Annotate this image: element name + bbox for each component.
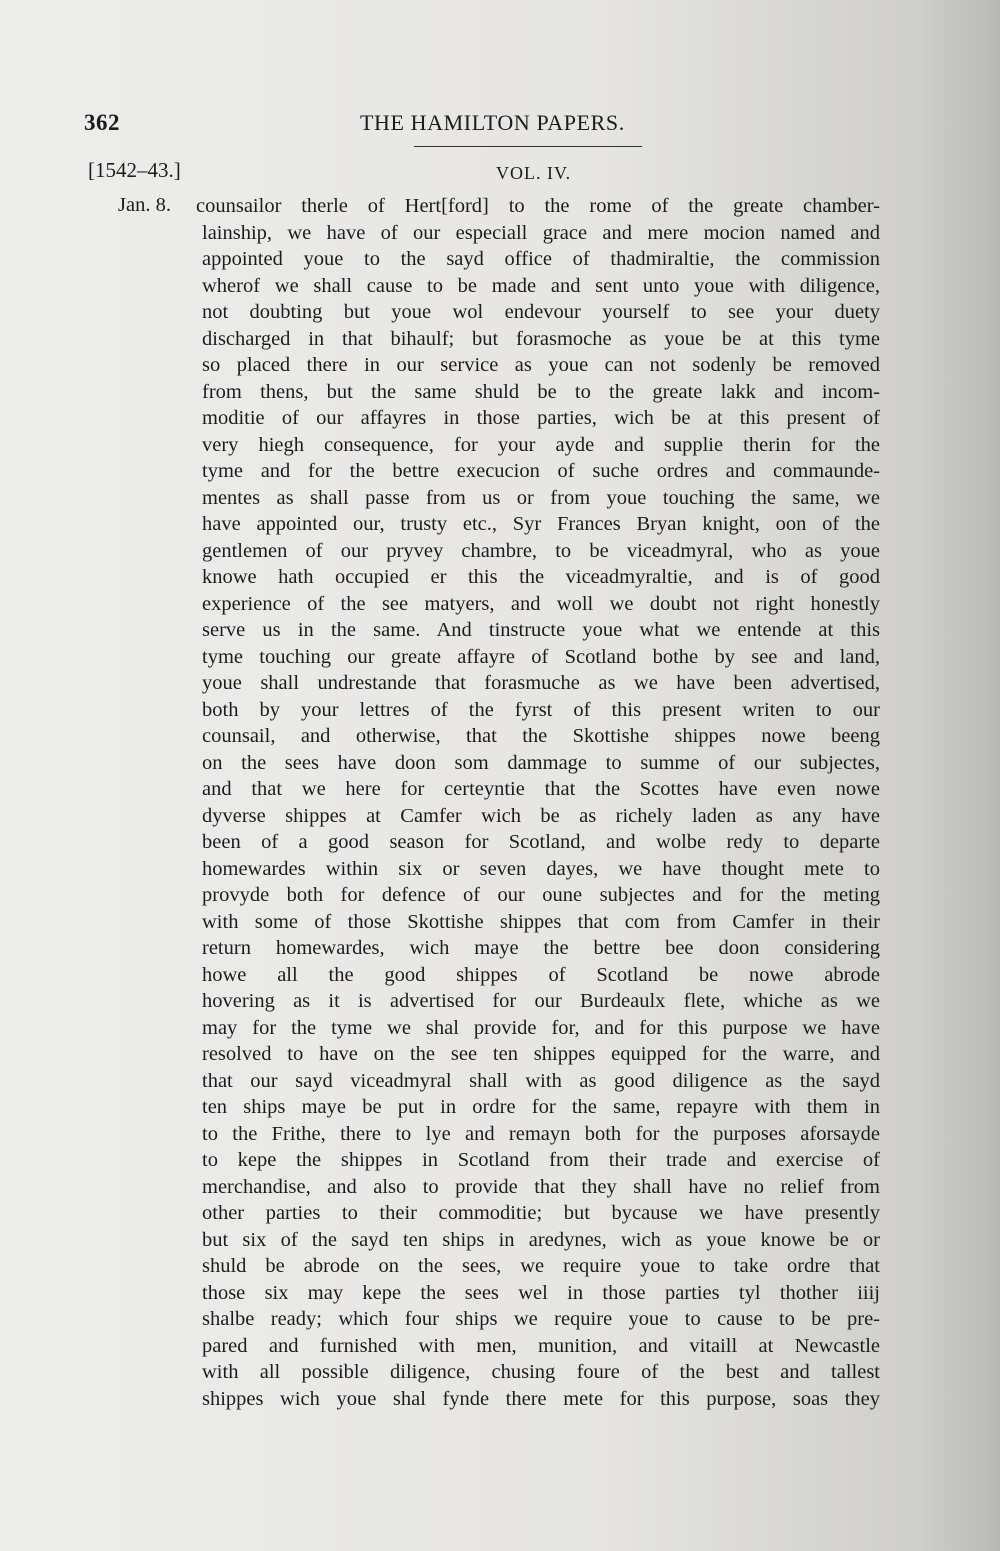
text-line: experience of the see matyers, and woll we doubt not right honestly [202, 592, 880, 615]
text-line: serve us in the same. And tinstructe youe what we entende at this [202, 619, 880, 641]
text-line: been of a good season for Scotland, and wolbe redy to departe [202, 831, 880, 853]
text-line: have appointed our, trusty etc., Syr Frances Bryan knight, oon of the [202, 513, 880, 535]
text-line: merchandise, and also to provide that they shall have no relief from [202, 1175, 880, 1198]
text-line: counsailor therle of Hert[ford] to the rome of the greate chamber- [196, 195, 880, 217]
text-line: other parties to their commoditie; but bycause we have presently [202, 1202, 880, 1224]
text-line: but six of the sayd ten ships in aredynes, wich as youe knowe be or [202, 1228, 880, 1251]
text-line: pared and furnished with men, munition, and vitaill at Newcastle [202, 1334, 880, 1357]
header-rule [414, 146, 642, 147]
text-line: hovering as it is advertised for our Burdeaulx flete, whiche as we [202, 990, 880, 1012]
text-line: both by your lettres of the fyrst of this present writen to our [202, 698, 880, 721]
text-line: youe shall undrestande that forasmuche as we have been advertised, [202, 672, 880, 694]
text-line: with all possible diligence, chusing foure of the best and tallest [202, 1361, 880, 1383]
text-line: gentlemen of our pryvey chambre, to be viceadmyral, who as youe [202, 539, 880, 562]
text-line: ten ships maye be put in ordre for the same, repayre with them in [202, 1096, 880, 1118]
text-line: provyde both for defence of our oune subjectes and for the meting [202, 884, 880, 906]
text-line: wherof we shall cause to be made and sent unto youe with diligence, [202, 274, 880, 297]
text-line: not doubting but youe wol endevour yourself to see your duety [202, 301, 880, 323]
text-line: shuld be abrode on the sees, we require youe to take ordre that [202, 1255, 880, 1277]
text-line: lainship, we have of our especiall grace and mere mocion named and [202, 221, 880, 244]
text-line: to the Frithe, there to lye and remayn both for the purposes aforsayde [202, 1122, 880, 1145]
text-line: tyme and for the bettre execucion of suche ordres and commaunde- [202, 460, 880, 482]
text-line: may for the tyme we shal provide for, and for this purpose we have [202, 1016, 880, 1039]
text-line: appointed youe to the sayd office of thadmiraltie, the commission [202, 248, 880, 270]
text-line: so placed there in our service as youe can not sodenly be removed [202, 354, 880, 376]
text-line: those six may kepe the sees wel in those parties tyl thother iiij [202, 1281, 880, 1304]
text-line: homewardes within six or seven dayes, we have thought mete to [202, 857, 880, 880]
text-line: dyverse shippes at Camfer wich be as richely laden as any have [202, 804, 880, 827]
text-line: discharged in that bihaulf; but forasmoche as youe be at this tyme [202, 327, 880, 350]
text-line: that our sayd viceadmyral shall with as good diligence as the sayd [202, 1069, 880, 1092]
margin-date: Jan. 8. [118, 194, 171, 216]
text-line: very hiegh consequence, for your ayde and supplie therin for the [202, 433, 880, 456]
text-line: from thens, but the same shuld be to the greate lakk and incom- [202, 380, 880, 403]
page-header [84, 110, 884, 146]
volume-label: VOL. IV. [496, 163, 572, 183]
date-range: [1542–43.] [88, 158, 181, 182]
text-line: shalbe ready; which four ships we require youe to cause to be pre- [202, 1308, 880, 1330]
text-line: resolved to have on the see ten shippes equipped for the warre, and [202, 1043, 880, 1065]
text-line: knowe hath occupied er this the viceadmyraltie, and is of good [202, 566, 880, 588]
text-line: howe all the good shippes of Scotland be nowe abrode [202, 963, 880, 986]
text-line: shippes wich youe shal fynde there mete for this purpose, soas they [202, 1387, 880, 1410]
text-line: to kepe the shippes in Scotland from their trade and exercise of [202, 1149, 880, 1171]
text-line: return homewardes, wich maye the bettre bee doon considering [202, 937, 880, 959]
text-line: counsail, and otherwise, that the Skottishe shippes nowe beeng [202, 725, 880, 747]
text-line: and that we here for certeyntie that the Scottes have even nowe [202, 778, 880, 800]
running-title: THE HAMILTON PAPERS. [360, 110, 625, 135]
text-line: mentes as shall passe from us or from youe touching the same, we [202, 486, 880, 509]
page-number: 362 [84, 110, 120, 135]
letter-body [196, 193, 880, 1412]
text-line: on the sees have doon som dammage to summe of our subjectes, [202, 751, 880, 774]
text-line: with some of those Skottishe shippes that com from Camfer in their [202, 910, 880, 933]
text-line: moditie of our affayres in those parties, wich be at this present of [202, 407, 880, 429]
text-line: tyme touching our greate affayre of Scotland bothe by see and land, [202, 645, 880, 668]
